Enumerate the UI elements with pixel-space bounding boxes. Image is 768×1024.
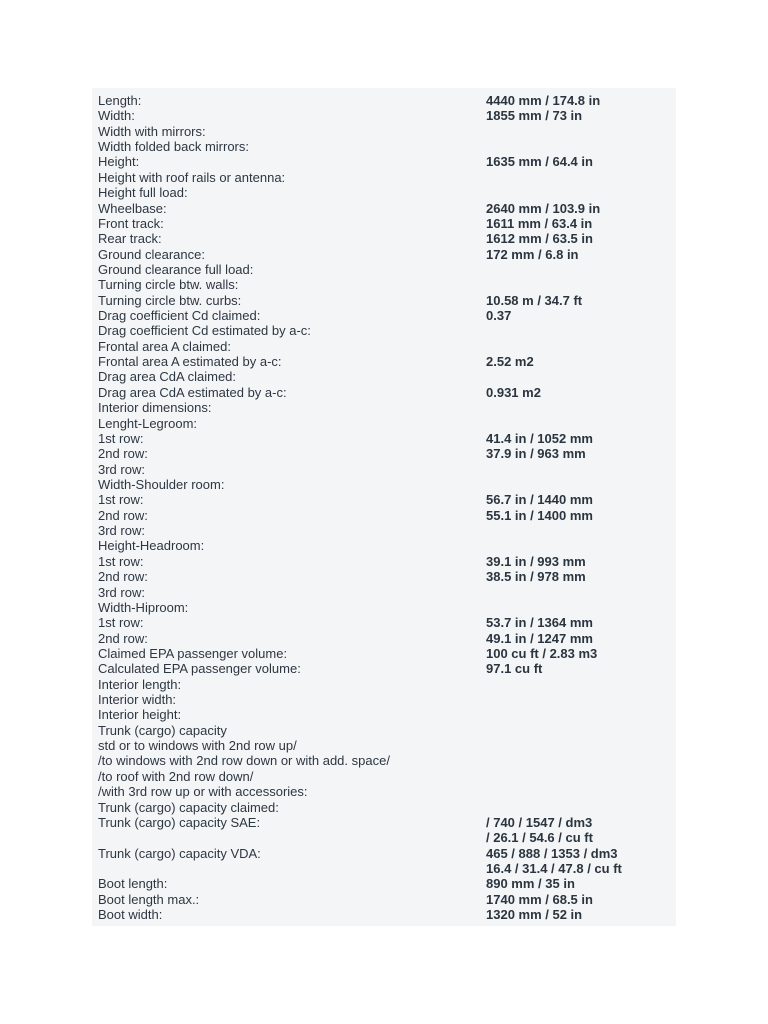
spec-label: Drag coefficient Cd estimated by a-c: [98, 323, 311, 339]
spec-label: Trunk (cargo) capacity SAE: [98, 814, 261, 830]
spec-label: 1st row: [98, 430, 144, 446]
spec-row [98, 631, 672, 646]
spec-row [98, 585, 672, 600]
spec-value [486, 876, 672, 891]
spec-row [98, 523, 672, 538]
spec-row [98, 892, 672, 907]
spec-row [98, 646, 672, 661]
spec-value-line: 16.4 / 31.4 / 47.8 / cu ft [486, 860, 622, 876]
spec-row [98, 477, 672, 492]
spec-value-line: 2640 mm / 103.9 in [486, 200, 601, 216]
spec-value-line: 4440 mm / 174.8 in [486, 93, 601, 108]
spec-row [98, 462, 672, 477]
spec-label: 2nd row: [98, 446, 148, 462]
spec-value-line: 37.9 in / 963 mm [486, 446, 586, 462]
spec-value [486, 753, 672, 768]
spec-row [98, 661, 672, 676]
spec-value-line: 10.58 m / 34.7 ft [486, 292, 583, 308]
spec-row [98, 907, 672, 922]
spec-row [98, 753, 672, 768]
spec-value-line: / 26.1 / 54.6 / cu ft [486, 830, 593, 846]
spec-value [486, 385, 672, 400]
spec-value [486, 646, 672, 661]
spec-row [98, 600, 672, 615]
spec-row [98, 846, 672, 877]
spec-value [486, 308, 672, 323]
spec-value [486, 738, 672, 753]
spec-row [98, 569, 672, 584]
spec-value-line: 49.1 in / 1247 mm [486, 630, 593, 646]
spec-row [98, 769, 672, 784]
spec-value [486, 462, 672, 477]
spec-value-line: 38.5 in / 978 mm [486, 569, 586, 585]
spec-row [98, 615, 672, 630]
spec-label: Height full load: [98, 185, 188, 201]
spec-value [486, 892, 672, 907]
spec-value-line: 55.1 in / 1400 mm [486, 507, 593, 523]
spec-row [98, 108, 672, 123]
spec-label: /to roof with 2nd row down/ [98, 768, 254, 784]
spec-label: std or to windows with 2nd row up/ [98, 738, 297, 754]
spec-row [98, 876, 672, 891]
spec-value [486, 416, 672, 431]
spec-row [98, 93, 672, 108]
spec-value-line: 97.1 cu ft [486, 661, 543, 677]
spec-value [486, 262, 672, 277]
spec-value [486, 784, 672, 799]
spec-value [486, 585, 672, 600]
spec-row [98, 400, 672, 415]
spec-row [98, 277, 672, 292]
spec-row [98, 231, 672, 246]
spec-row [98, 308, 672, 323]
spec-value-line: 1612 mm / 63.5 in [486, 231, 593, 247]
spec-value-line: 0.37 [486, 308, 512, 324]
spec-row [98, 262, 672, 277]
spec-value [486, 677, 672, 692]
spec-value-line: 41.4 in / 1052 mm [486, 430, 593, 446]
spec-value [486, 124, 672, 139]
spec-label: 3rd row: [98, 523, 145, 539]
spec-value-line: 39.1 in / 993 mm [486, 553, 586, 569]
spec-row [98, 492, 672, 507]
spec-value-line: 1320 mm / 52 in [486, 907, 583, 923]
spec-label: Boot length: [98, 876, 168, 892]
spec-label: Claimed EPA passenger volume: [98, 645, 288, 661]
spec-value [486, 800, 672, 815]
spec-label: 3rd row: [98, 461, 145, 477]
spec-label: Front track: [98, 215, 164, 231]
spec-label: Frontal area A claimed: [98, 338, 231, 354]
spec-row [98, 815, 672, 846]
spec-label: Frontal area A estimated by a-c: [98, 354, 282, 370]
spec-value [486, 723, 672, 738]
spec-value-line: 1635 mm / 64.4 in [486, 154, 593, 170]
spec-value [486, 523, 672, 538]
spec-row [98, 508, 672, 523]
spec-value-line: / 740 / 1547 / dm3 [486, 814, 593, 830]
spec-row [98, 339, 672, 354]
spec-label: Width with mirrors: [98, 123, 206, 139]
spec-label: Width folded back mirrors: [98, 139, 249, 155]
spec-value [486, 354, 672, 369]
spec-value [486, 661, 672, 676]
spec-label: Interior height: [98, 707, 182, 723]
spec-row [98, 723, 672, 738]
spec-value [486, 293, 672, 308]
spec-value [486, 139, 672, 154]
spec-row [98, 554, 672, 569]
spec-row [98, 216, 672, 231]
spec-value-line: 56.7 in / 1440 mm [486, 492, 593, 508]
spec-label: Boot width: [98, 907, 163, 923]
spec-value [486, 446, 672, 461]
spec-value [486, 216, 672, 231]
spec-row [98, 707, 672, 722]
spec-row [98, 385, 672, 400]
spec-row [98, 354, 672, 369]
spec-value [486, 615, 672, 630]
spec-label: Turning circle btw. walls: [98, 277, 239, 293]
spec-label: Width-Shoulder room: [98, 476, 225, 492]
spec-value [486, 846, 672, 877]
spec-label: Ground clearance: [98, 246, 205, 262]
spec-label: 1st row: [98, 615, 144, 631]
spec-value [486, 692, 672, 707]
spec-label: Interior width: [98, 692, 177, 708]
spec-value [486, 815, 672, 846]
spec-label: Trunk (cargo) capacity claimed: [98, 799, 279, 815]
spec-label: /to windows with 2nd row down or with add. space/ [98, 753, 390, 769]
spec-row [98, 201, 672, 216]
spec-row [98, 431, 672, 446]
spec-value [486, 323, 672, 338]
spec-label: 1st row: [98, 553, 144, 569]
spec-label: 2nd row: [98, 630, 148, 646]
spec-label: Calculated EPA passenger volume: [98, 661, 301, 677]
spec-value-line: 2.52 m2 [486, 354, 534, 370]
spec-row [98, 692, 672, 707]
spec-label: Height: [98, 154, 140, 170]
spec-value [486, 477, 672, 492]
spec-label: Boot length max.: [98, 891, 200, 907]
spec-value-line: 0.931 m2 [486, 384, 541, 400]
spec-label: 3rd row: [98, 584, 145, 600]
spec-row [98, 323, 672, 338]
spec-value [486, 201, 672, 216]
spec-row [98, 293, 672, 308]
spec-label: Width-Hiproom: [98, 599, 189, 615]
spec-label: Drag area CdA claimed: [98, 369, 237, 385]
spec-row [98, 139, 672, 154]
spec-table [98, 93, 672, 922]
spec-label: Lenght-Legroom: [98, 415, 198, 431]
spec-label: 2nd row: [98, 569, 148, 585]
spec-value-line: 172 mm / 6.8 in [486, 246, 579, 262]
spec-label: Interior dimensions: [98, 400, 212, 416]
spec-panel [92, 88, 676, 926]
spec-label: Height-Headroom: [98, 538, 205, 554]
spec-label: Wheelbase: [98, 200, 167, 216]
spec-value [486, 400, 672, 415]
spec-row [98, 170, 672, 185]
spec-label: Interior length: [98, 676, 182, 692]
spec-label: Ground clearance full load: [98, 261, 254, 277]
spec-value-line: 1740 mm / 68.5 in [486, 891, 593, 907]
spec-value [486, 907, 672, 922]
spec-value [486, 492, 672, 507]
spec-label: /with 3rd row up or with accessories: [98, 784, 308, 800]
spec-value [486, 247, 672, 262]
spec-row [98, 738, 672, 753]
spec-value [486, 707, 672, 722]
spec-value [486, 170, 672, 185]
spec-label: Rear track: [98, 231, 162, 247]
spec-row [98, 538, 672, 553]
spec-label: Drag area CdA estimated by a-c: [98, 384, 287, 400]
spec-value-line: 53.7 in / 1364 mm [486, 615, 593, 631]
spec-value [486, 339, 672, 354]
spec-value [486, 769, 672, 784]
spec-row [98, 446, 672, 461]
spec-row [98, 154, 672, 169]
spec-value [486, 569, 672, 584]
spec-value [486, 93, 672, 108]
spec-value [486, 600, 672, 615]
spec-row [98, 247, 672, 262]
spec-value-line: 1855 mm / 73 in [486, 108, 583, 124]
spec-row [98, 416, 672, 431]
spec-value-line: 890 mm / 35 in [486, 876, 575, 892]
spec-value [486, 277, 672, 292]
spec-row [98, 185, 672, 200]
spec-value [486, 108, 672, 123]
spec-label: Width: [98, 108, 135, 124]
spec-label: Drag coefficient Cd claimed: [98, 308, 261, 324]
spec-row [98, 800, 672, 815]
spec-value [486, 185, 672, 200]
spec-value [486, 631, 672, 646]
spec-label: Turning circle btw. curbs: [98, 292, 242, 308]
spec-value [486, 231, 672, 246]
spec-value [486, 369, 672, 384]
spec-row [98, 369, 672, 384]
spec-row [98, 677, 672, 692]
spec-label: Length: [98, 93, 142, 108]
spec-value [486, 554, 672, 569]
spec-label: 2nd row: [98, 507, 148, 523]
spec-label: Trunk (cargo) capacity VDA: [98, 845, 261, 861]
spec-row [98, 784, 672, 799]
spec-value [486, 538, 672, 553]
spec-label: Height with roof rails or antenna: [98, 169, 286, 185]
spec-value-line: 100 cu ft / 2.83 m3 [486, 645, 598, 661]
spec-label: Trunk (cargo) capacity [98, 722, 227, 738]
spec-label: 1st row: [98, 492, 144, 508]
spec-value [486, 431, 672, 446]
spec-value-line: 1611 mm / 63.4 in [486, 215, 593, 231]
spec-value-line: 465 / 888 / 1353 / dm3 [486, 845, 618, 861]
spec-value [486, 154, 672, 169]
spec-value [486, 508, 672, 523]
spec-row [98, 124, 672, 139]
